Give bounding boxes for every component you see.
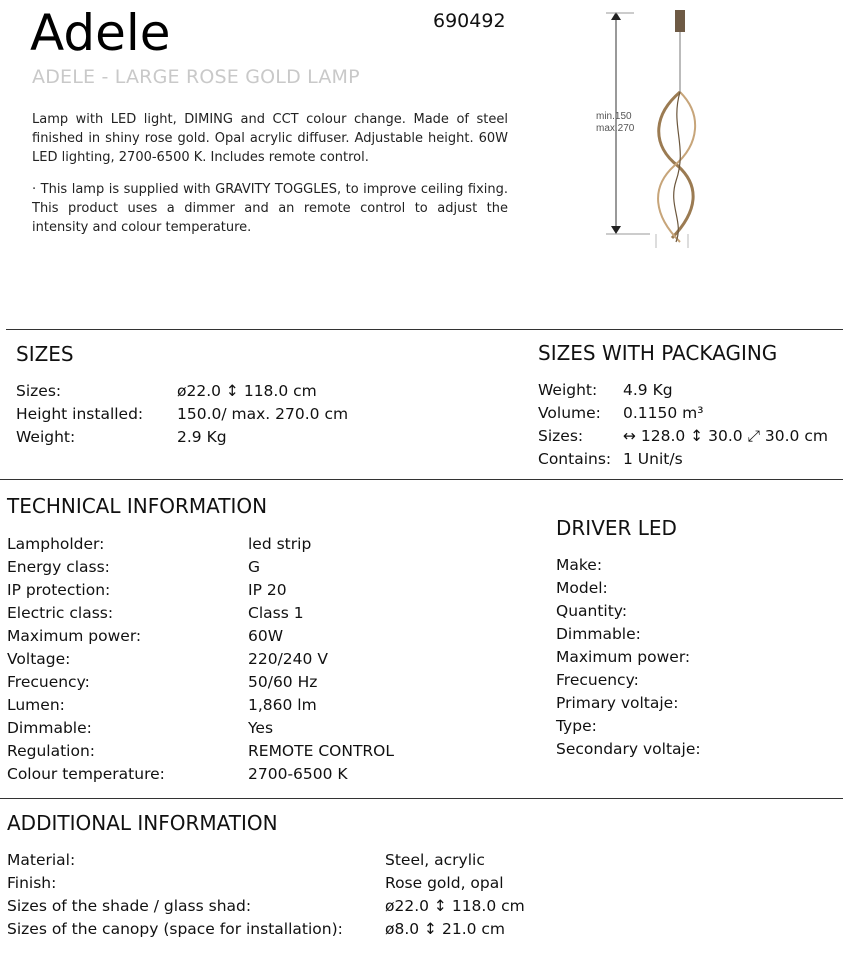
product-subtitle: ADELE - LARGE ROSE GOLD LAMP: [32, 66, 360, 88]
tech-value: REMOTE CONTROL: [248, 742, 395, 760]
additional-label: Material:: [7, 851, 76, 869]
dimension-labels: [596, 111, 634, 135]
divider: [0, 798, 843, 799]
packaging-sizes-label: Sizes:: [538, 427, 584, 445]
tech-value: 50/60 Hz: [248, 673, 318, 691]
weight-value: 2.9 Kg: [177, 428, 227, 446]
tech-label: Electric class:: [7, 604, 114, 622]
product-name: Adele: [30, 4, 171, 62]
additional-label: Finish:: [7, 874, 57, 892]
tech-label: Dimmable:: [7, 719, 92, 737]
packaging-volume-value: 0.1150 m³: [623, 404, 704, 422]
max-height-label: max.270: [596, 123, 635, 134]
sizes-value: ø22.0 ↕ 118.0 cm: [177, 382, 317, 400]
min-height-label: min.150: [596, 111, 632, 122]
packaging-title: SIZES WITH PACKAGING: [538, 341, 778, 365]
driver-label: Type:: [556, 717, 597, 735]
packaging-weight-label: Weight:: [538, 381, 598, 399]
tech-value: 60W: [248, 627, 284, 645]
additional-value: Rose gold, opal: [385, 874, 504, 892]
tech-label: Lumen:: [7, 696, 65, 714]
additional-value: Steel, acrylic: [385, 851, 485, 869]
packaging-sizes-value: ↔ 128.0 ↕ 30.0 ⤢ 30.0 cm: [623, 427, 828, 445]
tech-label: Frecuency:: [7, 673, 90, 691]
additional-value: ø22.0 ↕ 118.0 cm: [385, 897, 525, 915]
height-installed-value: 150.0/ max. 270.0 cm: [177, 405, 349, 423]
driver-label: Quantity:: [556, 602, 628, 620]
tech-label: Maximum power:: [7, 627, 142, 645]
driver-label: Dimmable:: [556, 625, 641, 643]
tech-label: Lampholder:: [7, 535, 105, 553]
tech-value: IP 20: [248, 581, 287, 599]
divider: [6, 329, 843, 330]
lamp-drawing: [590, 6, 700, 256]
tech-value: Class 1: [248, 604, 304, 622]
tech-label: IP protection:: [7, 581, 111, 599]
tech-label: Colour temperature:: [7, 765, 165, 783]
tech-label: Regulation:: [7, 742, 95, 760]
product-code: 690492: [433, 10, 506, 32]
driver-label: Frecuency:: [556, 671, 639, 689]
driver-label: Maximum power:: [556, 648, 691, 666]
divider: [0, 479, 843, 480]
driver-label: Make:: [556, 556, 603, 574]
packaging-volume-label: Volume:: [538, 404, 601, 422]
product-note: · This lamp is supplied with GRAVITY TOGGLES, to improve ceiling fixing. This product uses a dimmer and an remote control to adjust the intensity and colour temperature.: [32, 182, 508, 235]
sizes-title: SIZES: [16, 342, 74, 366]
driver-label: Model:: [556, 579, 608, 597]
technical-title: TECHNICAL INFORMATION: [7, 494, 268, 518]
additional-label: Sizes of the shade / glass shad:: [7, 897, 252, 915]
tech-label: Energy class:: [7, 558, 110, 576]
tech-label: Voltage:: [7, 650, 71, 668]
sizes-label: Sizes:: [16, 382, 62, 400]
driver-label: Primary voltaje:: [556, 694, 679, 712]
tech-value: 220/240 V: [248, 650, 328, 668]
tech-value: led strip: [248, 535, 312, 553]
packaging-contains-label: Contains:: [538, 450, 612, 468]
packaging-weight-value: 4.9 Kg: [623, 381, 673, 399]
driver-label: Secondary voltaje:: [556, 740, 701, 758]
tech-value: 1,860 lm: [248, 696, 317, 714]
packaging-contains-value: 1 Unit/s: [623, 450, 683, 468]
additional-title: ADDITIONAL INFORMATION: [7, 811, 278, 835]
weight-label: Weight:: [16, 428, 76, 446]
tech-value: Yes: [248, 719, 274, 737]
additional-label: Sizes of the canopy (space for installation):: [7, 920, 343, 938]
tech-value: G: [248, 558, 261, 576]
additional-value: ø8.0 ↕ 21.0 cm: [385, 920, 506, 938]
tech-value: 2700-6500 K: [248, 765, 348, 783]
product-description: Lamp with LED light, DIMING and CCT colour change. Made of steel finished in shiny rose gold. Opal acrylic diffuser. Adjustable height. 60W LED lighting, 2700-6500 K. Includes remote control.: [32, 112, 508, 165]
driver-title: DRIVER LED: [556, 516, 677, 540]
height-installed-label: Height installed:: [16, 405, 144, 423]
